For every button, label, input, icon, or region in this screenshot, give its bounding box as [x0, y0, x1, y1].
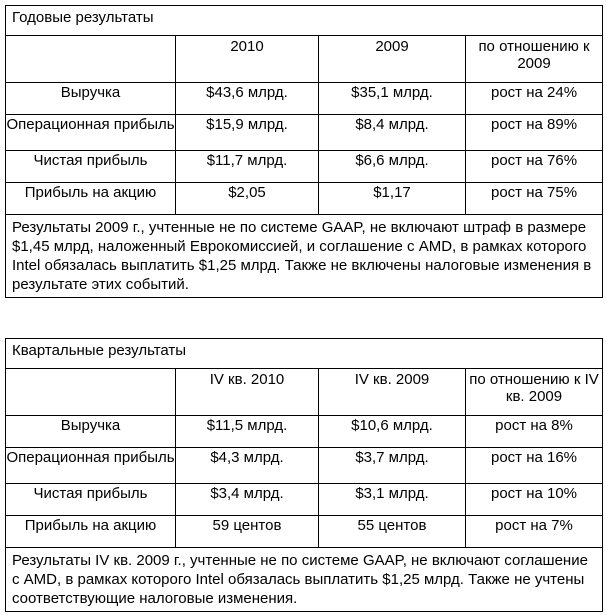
annual-results-table [5, 5, 603, 298]
row-label: Чистая прибыль [6, 151, 176, 183]
value-change: рост на 7% [466, 516, 603, 548]
table-row [6, 151, 603, 183]
annual-header-row [6, 36, 603, 83]
quarterly-title: Квартальные результаты [6, 339, 603, 369]
table-row [6, 484, 603, 516]
row-label: Операционная прибыль [6, 448, 176, 484]
header-empty-cell [6, 369, 176, 416]
header-2010: 2010 [176, 36, 319, 83]
value-2009: $6,6 млрд. [319, 151, 466, 183]
header-change: по отношению к 2009 [466, 36, 603, 83]
value-change: рост на 10% [466, 484, 603, 516]
value-2009: $3,7 млрд. [319, 448, 466, 484]
value-2009: $8,4 млрд. [319, 115, 466, 151]
header-q4-2009: IV кв. 2009 [319, 369, 466, 416]
quarterly-header-row [6, 369, 603, 416]
annual-note: Результаты 2009 г., учтенные не по системе GAAP, не включают штраф в размере $1,45 млрд, наложенный Еврокомиссией, и соглашение с AMD, в рамках которого Intel обязалась выплатить $1,25 млрд. Также не включены налоговые изменения в результате этих событий. [6, 215, 603, 298]
value-2009: $1,17 [319, 183, 466, 215]
row-label: Чистая прибыль [6, 484, 176, 516]
row-label: Операционная прибыль [6, 115, 176, 151]
quarterly-note: Результаты IV кв. 2009 г., учтенные не по системе GAAP, не включают соглашение с AMD, в рамках которого Intel обязалась выплатить $1,25 млрд. Также не учтены соответствующие налоговые изменения. [6, 548, 603, 612]
value-change: рост на 16% [466, 448, 603, 484]
row-label: Прибыль на акцию [6, 516, 176, 548]
value-change: рост на 24% [466, 83, 603, 115]
table-row [6, 448, 603, 484]
value-2010: $4,3 млрд. [176, 448, 319, 484]
value-2010: 59 центов [176, 516, 319, 548]
value-2009: $3,1 млрд. [319, 484, 466, 516]
value-2010: $11,5 млрд. [176, 416, 319, 448]
value-2010: $43,6 млрд. [176, 83, 319, 115]
header-2009: 2009 [319, 36, 466, 83]
table-row [6, 416, 603, 448]
value-change: рост на 8% [466, 416, 603, 448]
value-2009: 55 центов [319, 516, 466, 548]
value-2010: $2,05 [176, 183, 319, 215]
value-2010: $15,9 млрд. [176, 115, 319, 151]
table-row [6, 83, 603, 115]
row-label: Выручка [6, 416, 176, 448]
value-change: рост на 76% [466, 151, 603, 183]
value-change: рост на 75% [466, 183, 603, 215]
table-row [6, 183, 603, 215]
value-2010: $11,7 млрд. [176, 151, 319, 183]
table-row [6, 516, 603, 548]
table-row [6, 115, 603, 151]
header-empty-cell [6, 36, 176, 83]
value-2009: $10,6 млрд. [319, 416, 466, 448]
header-change: по отношению к IV кв. 2009 [466, 369, 603, 416]
value-change: рост на 89% [466, 115, 603, 151]
value-2009: $35,1 млрд. [319, 83, 466, 115]
row-label: Выручка [6, 83, 176, 115]
annual-title: Годовые результаты [6, 6, 603, 36]
quarterly-results-table [5, 338, 603, 612]
value-2010: $3,4 млрд. [176, 484, 319, 516]
header-q4-2010: IV кв. 2010 [176, 369, 319, 416]
row-label: Прибыль на акцию [6, 183, 176, 215]
